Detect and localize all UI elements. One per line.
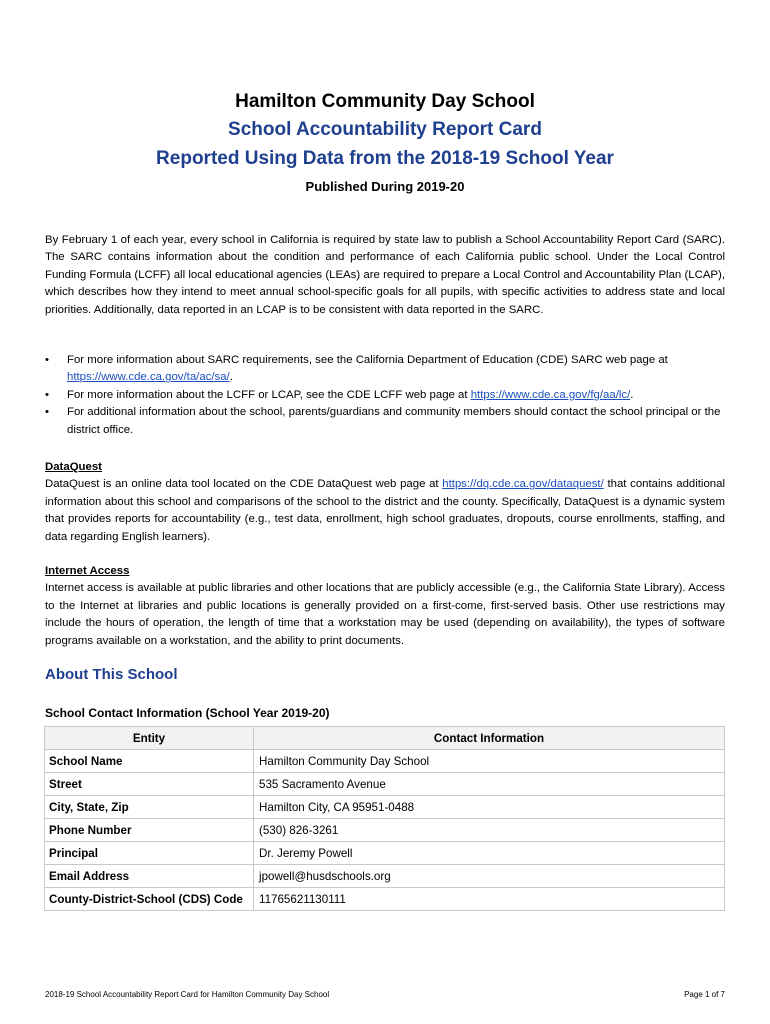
column-header-entity: Entity xyxy=(45,727,254,750)
published-subtitle: Published During 2019-20 xyxy=(305,179,465,194)
table-row xyxy=(45,888,725,911)
internet-access-text: Internet access is available at public libraries and other locations that are publicly accessible (e.g., the California State Library). Access to the Internet at libraries and public locations is generally provided on a first-come, first-served basis. Other use restrictions may include the hours of operation, the length of time that a workstation may be used (depending on availability), the types of software programs available on a workstation, and the ability to print documents. xyxy=(45,582,725,647)
footer-document-title: 2018-19 School Accountability Report Card for Hamilton Community Day School xyxy=(45,990,330,999)
about-school-heading: About This School xyxy=(45,666,178,683)
contact-info-table xyxy=(44,726,725,911)
contact-table-title: School Contact Information (School Year 2019-20) xyxy=(45,706,330,720)
info-bullet-list xyxy=(45,352,725,439)
row-value: 535 Sacramento Avenue xyxy=(254,773,725,796)
bullet-text: For more information about SARC requirements, see the California Department of Education (CDE) SARC web page at xyxy=(67,354,668,366)
row-label: Email Address xyxy=(45,865,254,888)
dataquest-link[interactable]: https://dq.cde.ca.gov/dataquest/ xyxy=(442,478,604,491)
bullet-end: . xyxy=(630,388,634,401)
bullet-text: For additional information about the school, parents/guardians and community members should contact the school principal or the district office. xyxy=(67,406,721,436)
column-header-contact: Contact Information xyxy=(254,727,725,750)
report-title: School Accountability Report Card xyxy=(228,119,542,140)
bullet-end: . xyxy=(229,371,233,384)
table-row xyxy=(45,750,725,773)
dataquest-heading: DataQuest xyxy=(45,461,102,473)
table-row xyxy=(45,842,725,865)
reported-using-title: Reported Using Data from the 2018-19 School Year xyxy=(156,148,614,169)
page-footer xyxy=(45,990,725,999)
footer-page-number: Page 1 of 7 xyxy=(684,990,725,999)
intro-paragraph: By February 1 of each year, every school in California is required by state law to publish a School Accountability Report Card (SARC). The SARC contains information about the condition and performance of each California public school. Under the Local Control Funding Formula (LCFF) all local educational agencies (LEAs) are required to prepare a Local Control and Accountability Plan (LCAP), which describes how they intend to meet annual school-specific goals for all pupils, with specific activities to address state and local priorities. Additionally, data reported in an LCAP is to be consistent with data reported in the SARC. xyxy=(45,234,725,316)
bullet-icon: • xyxy=(45,406,49,419)
row-value: 11765621130111 xyxy=(254,888,725,911)
bullet-icon: • xyxy=(45,388,49,401)
row-label: Phone Number xyxy=(45,819,254,842)
bullet-item-contact xyxy=(45,404,725,439)
table-row xyxy=(45,773,725,796)
bullet-text: For more information about the LCFF or LCAP, see the CDE LCFF web page at xyxy=(67,388,471,401)
title-block xyxy=(0,88,770,199)
row-label: Street xyxy=(45,773,254,796)
row-value: Dr. Jeremy Powell xyxy=(254,842,725,865)
dataquest-text-end: that contains additional information about this school and comparisons of the school to the district and the county. Specifically, DataQuest is a dynamic system that provides reports for accountability (e.g., test data, enrollment, high school graduates, dropouts, course enrollments, staffing, and data regarding English learners). xyxy=(45,478,725,543)
sarc-link[interactable]: https://www.cde.ca.gov/ta/ac/sa/ xyxy=(67,371,230,384)
row-value: jpowell@husdschools.org xyxy=(254,865,725,888)
dataquest-section xyxy=(45,459,725,546)
row-value: Hamilton Community Day School xyxy=(254,750,725,773)
table-row xyxy=(45,865,725,888)
lcff-link[interactable]: https://www.cde.ca.gov/fg/aa/lc/ xyxy=(470,388,631,401)
internet-access-section xyxy=(45,563,725,650)
row-value: Hamilton City, CA 95951-0488 xyxy=(254,796,725,819)
row-label: County-District-School (CDS) Code xyxy=(45,888,254,911)
table-row xyxy=(45,819,725,842)
internet-access-heading: Internet Access xyxy=(45,565,130,577)
table-row xyxy=(45,796,725,819)
bullet-item-lcff xyxy=(45,387,725,404)
row-label: City, State, Zip xyxy=(45,796,254,819)
bullet-icon: • xyxy=(45,354,49,366)
dataquest-text-start: DataQuest is an online data tool located on the CDE DataQuest web page at xyxy=(45,478,443,491)
school-name-title: Hamilton Community Day School xyxy=(235,91,535,112)
row-label: School Name xyxy=(45,750,254,773)
row-value: (530) 826-3261 xyxy=(254,819,725,842)
bullet-item-sarc xyxy=(45,352,725,387)
row-label: Principal xyxy=(45,842,254,865)
table-header-row xyxy=(45,727,725,750)
